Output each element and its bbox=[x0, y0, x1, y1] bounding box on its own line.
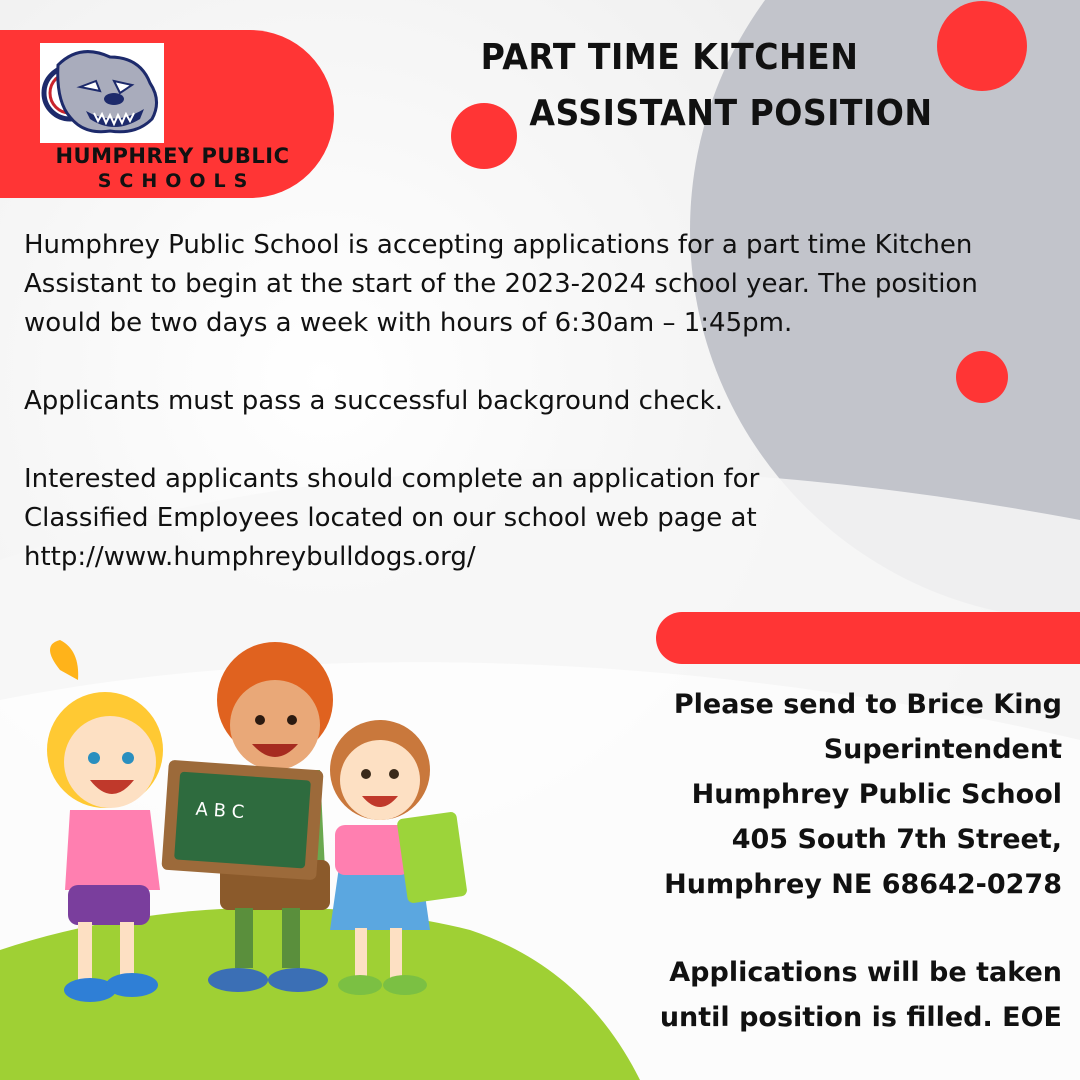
job-description bbox=[24, 226, 1014, 577]
school-website-link[interactable]: http://www.humphreybulldogs.org/ bbox=[24, 542, 476, 572]
girl-left-figure bbox=[47, 640, 163, 1002]
contact-line1: Please send to Brice King bbox=[673, 689, 1062, 720]
closing-line1: Applications will be taken bbox=[669, 957, 1062, 988]
application-paragraph-line1: Interested applicants should complete an application for bbox=[24, 464, 760, 494]
contact-block bbox=[542, 682, 1062, 1040]
chalkboard-text: A B C bbox=[194, 798, 245, 824]
contact-line2: Superintendent bbox=[823, 734, 1062, 765]
girl-right-figure bbox=[330, 720, 468, 995]
page-title bbox=[430, 30, 945, 142]
contact-line5: Humphrey NE 68642-0278 bbox=[664, 869, 1062, 900]
contact-line4: 405 South 7th Street, bbox=[731, 824, 1062, 855]
school-name-line1: HUMPHREY PUBLIC bbox=[55, 144, 290, 168]
description-paragraph: Humphrey Public School is accepting applications for a part time Kitchen Assistant to begin at the start of the 2023-2024 school year. The position would be two days a week with hours of 6:30am – 1:45pm. bbox=[24, 230, 978, 338]
application-paragraph-line2: Classified Employees located on our school web page at bbox=[24, 503, 757, 533]
contact-line3: Humphrey Public School bbox=[691, 779, 1062, 810]
children-with-chalkboard-illustration bbox=[20, 640, 490, 1060]
school-name-line2: SCHOOLS bbox=[97, 170, 256, 192]
bulldog-mascot-icon bbox=[40, 43, 164, 143]
chalkboard bbox=[161, 760, 323, 881]
school-name bbox=[0, 143, 345, 193]
red-dot-decor bbox=[937, 1, 1027, 91]
closing-line2: until position is filled. EOE bbox=[659, 1002, 1062, 1033]
red-pill-decor bbox=[656, 612, 1080, 664]
background-check-paragraph: Applicants must pass a successful background check. bbox=[24, 386, 724, 416]
school-logo bbox=[40, 43, 164, 143]
title-line1: PART TIME KITCHEN bbox=[480, 37, 859, 78]
title-line2: ASSISTANT POSITION bbox=[529, 93, 933, 134]
